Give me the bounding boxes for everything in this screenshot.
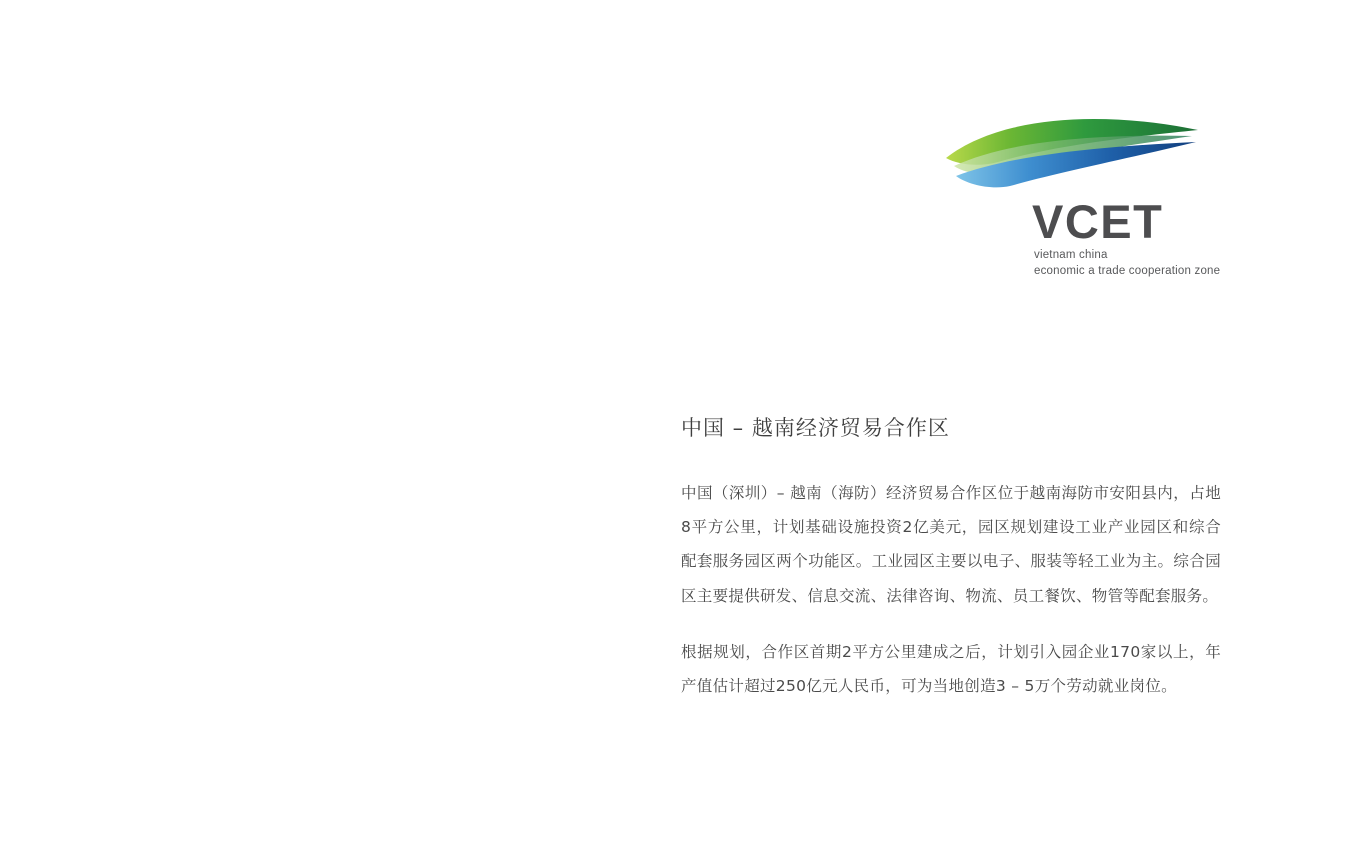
body-paragraph-1: 中国（深圳）– 越南（海防）经济贸易合作区位于越南海防市安阳县内，占地8平方公里，计划基础设施投资2亿美元，园区规划建设工业产业园区和综合配套服务园区两个功能区。工业园区主要以电子、服装等轻工业为主。综合园区主要提供研发、信息交流、法律咨询、物流、员工餐饮、物管等配套服务。 bbox=[681, 484, 1221, 605]
logo-tagline-line-2: economic a trade cooperation zone bbox=[1034, 264, 1221, 277]
body-paragraph-2: 根据规划，合作区首期2平方公里建成之后，计划引入园企业170家以上，年产值估计超过250亿元人民币，可为当地创造3 – 5万个劳动就业岗位。 bbox=[681, 642, 1221, 695]
logo-tagline bbox=[1034, 248, 1220, 279]
document-content bbox=[681, 415, 1221, 703]
vcet-logo bbox=[940, 110, 1230, 285]
vcet-swoosh-logo-icon bbox=[940, 110, 1220, 195]
logo-wordmark: VCET bbox=[1032, 195, 1164, 248]
page-title: 中国 – 越南经济贸易合作区 bbox=[681, 416, 950, 440]
logo-tagline-line-1: vietnam china bbox=[1034, 249, 1108, 261]
